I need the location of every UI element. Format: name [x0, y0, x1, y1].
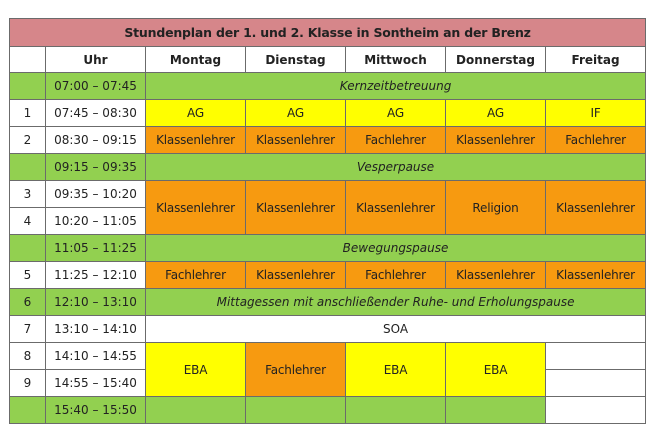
lesson-cell-thursday: Klassenlehrer: [446, 262, 546, 289]
lesson-cell-monday: Klassenlehrer: [146, 127, 246, 154]
period-time: 09:35 – 10:20: [46, 181, 146, 208]
period-number: [10, 235, 46, 262]
break-label: Kernzeitbetreuung: [146, 73, 646, 100]
lesson-cell-monday: [146, 397, 246, 424]
period-time: 11:25 – 12:10: [46, 262, 146, 289]
lesson-cell-tuesday: Klassenlehrer: [246, 181, 346, 235]
period-time: 13:10 – 14:10: [46, 316, 146, 343]
lesson-cell-friday: Klassenlehrer: [546, 262, 646, 289]
lesson-cell-thursday: [446, 397, 546, 424]
lesson-cell-friday: [546, 370, 646, 397]
period-time: 12:10 – 13:10: [46, 289, 146, 316]
period-number: 6: [10, 289, 46, 316]
period-number: [10, 397, 46, 424]
period-time: 11:05 – 11:25: [46, 235, 146, 262]
lesson-cell-tuesday: Fachlehrer: [246, 343, 346, 397]
table-row: [10, 316, 646, 343]
period-time: 10:20 – 11:05: [46, 208, 146, 235]
period-time: 14:55 – 15:40: [46, 370, 146, 397]
header-wednesday: Mittwoch: [346, 47, 446, 73]
break-label: Mittagessen mit anschließender Ruhe- und Erholungspause: [146, 289, 646, 316]
header-time: Uhr: [46, 47, 146, 73]
period-number: 4: [10, 208, 46, 235]
header-row: [10, 47, 646, 73]
timetable-title: Stundenplan der 1. und 2. Klasse in Sontheim an der Brenz: [10, 19, 646, 47]
period-number: 3: [10, 181, 46, 208]
period-time: 08:30 – 09:15: [46, 127, 146, 154]
period-number: [10, 73, 46, 100]
period-time: 15:40 – 15:50: [46, 397, 146, 424]
period-number: [10, 154, 46, 181]
break-label: Vesperpause: [146, 154, 646, 181]
period-time: 07:00 – 07:45: [46, 73, 146, 100]
lesson-cell-wednesday: [346, 397, 446, 424]
lesson-cell-wednesday: EBA: [346, 343, 446, 397]
period-number: 5: [10, 262, 46, 289]
period-number: 1: [10, 100, 46, 127]
table-row: [10, 181, 646, 208]
lesson-cell-thursday: EBA: [446, 343, 546, 397]
timetable: [9, 18, 646, 424]
period-number: 2: [10, 127, 46, 154]
table-row: [10, 262, 646, 289]
lesson-cell-thursday: Klassenlehrer: [446, 127, 546, 154]
lesson-cell-wednesday: Klassenlehrer: [346, 181, 446, 235]
lesson-cell-friday: Klassenlehrer: [546, 181, 646, 235]
lesson-cell-monday: AG: [146, 100, 246, 127]
lesson-cell-monday: Fachlehrer: [146, 262, 246, 289]
lesson-cell-friday: IF: [546, 100, 646, 127]
lesson-cell-monday: EBA: [146, 343, 246, 397]
table-row: [10, 154, 646, 181]
lesson-cell-wednesday: AG: [346, 100, 446, 127]
period-time: 07:45 – 08:30: [46, 100, 146, 127]
lesson-cell-thursday: Religion: [446, 181, 546, 235]
table-row: [10, 397, 646, 424]
lesson-cell-thursday: AG: [446, 100, 546, 127]
period-time: 14:10 – 14:55: [46, 343, 146, 370]
period-number: 9: [10, 370, 46, 397]
table-row: [10, 100, 646, 127]
header-tuesday: Dienstag: [246, 47, 346, 73]
header-thursday: Donnerstag: [446, 47, 546, 73]
lesson-cell-friday: [546, 397, 646, 424]
header-number: [10, 47, 46, 73]
soa-label: SOA: [146, 316, 646, 343]
lesson-cell-friday: Fachlehrer: [546, 127, 646, 154]
table-row: [10, 289, 646, 316]
timetable-container: [9, 18, 646, 424]
header-monday: Montag: [146, 47, 246, 73]
period-time: 09:15 – 09:35: [46, 154, 146, 181]
lesson-cell-wednesday: Fachlehrer: [346, 127, 446, 154]
title-row: [10, 19, 646, 47]
lesson-cell-tuesday: [246, 397, 346, 424]
header-friday: Freitag: [546, 47, 646, 73]
table-row: [10, 127, 646, 154]
lesson-cell-tuesday: Klassenlehrer: [246, 262, 346, 289]
lesson-cell-friday: [546, 343, 646, 370]
lesson-cell-tuesday: Klassenlehrer: [246, 127, 346, 154]
lesson-cell-wednesday: Fachlehrer: [346, 262, 446, 289]
table-row: [10, 73, 646, 100]
lesson-cell-tuesday: AG: [246, 100, 346, 127]
period-number: 8: [10, 343, 46, 370]
period-number: 7: [10, 316, 46, 343]
break-label: Bewegungspause: [146, 235, 646, 262]
lesson-cell-monday: Klassenlehrer: [146, 181, 246, 235]
table-row: [10, 235, 646, 262]
table-row: [10, 343, 646, 370]
